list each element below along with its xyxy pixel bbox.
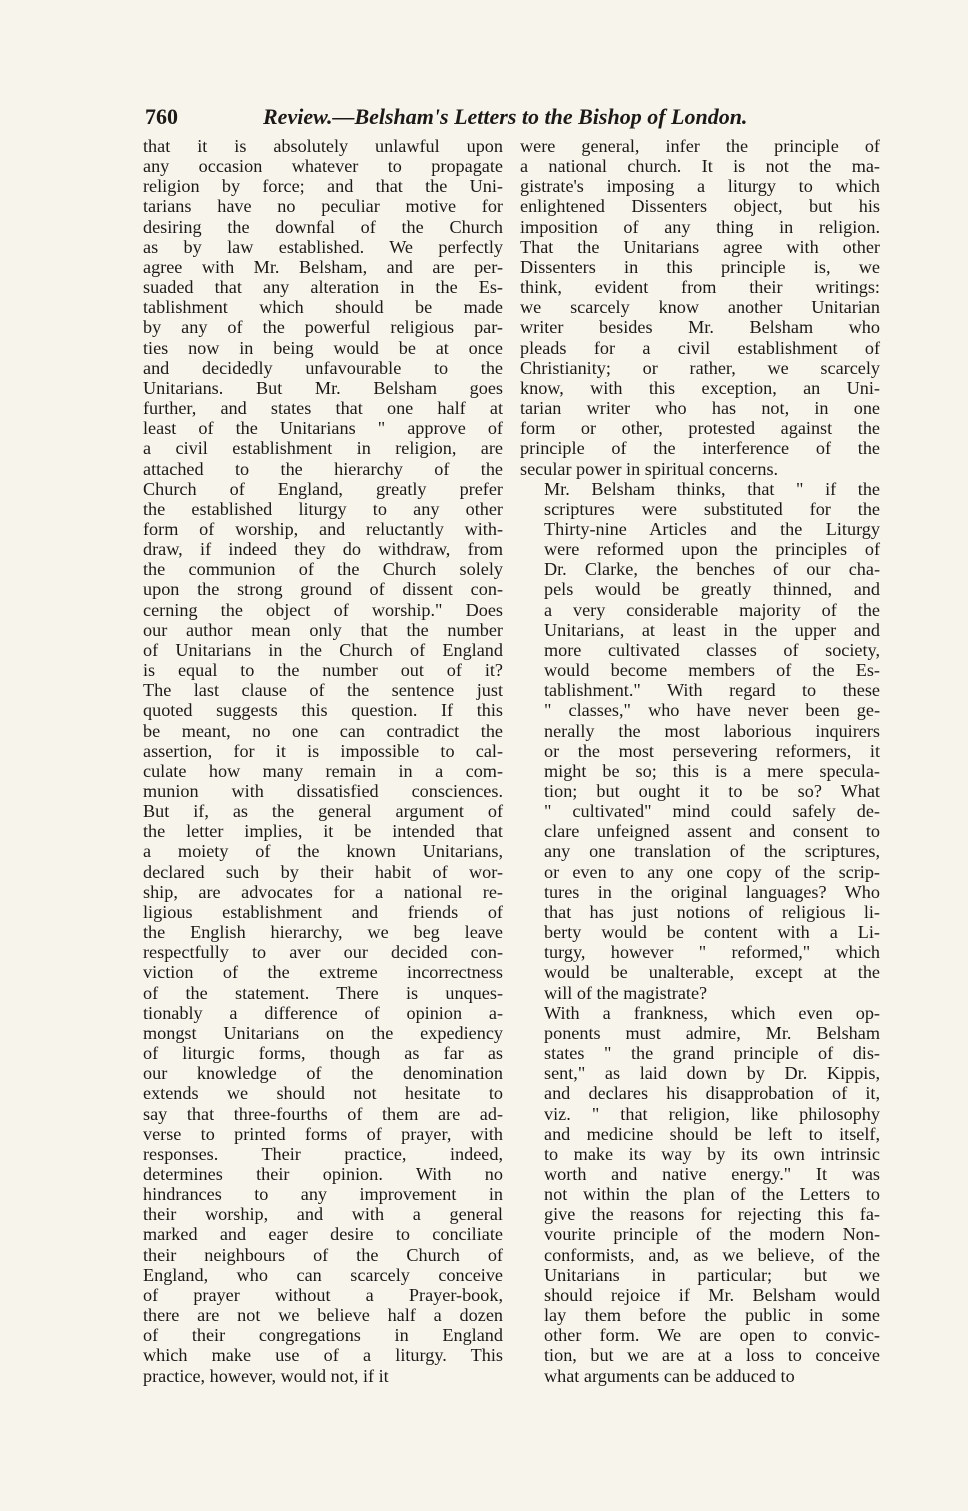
text-line: and medicine should be left to itself, <box>544 1123 880 1144</box>
text-line: Unitarians, at least in the upper and <box>544 619 880 640</box>
text-line: Dissenters in this principle is, we <box>520 256 880 277</box>
text-line: a national church. It is not the ma- <box>520 156 880 177</box>
text-line: clare unfeigned assent and consent to <box>544 821 880 842</box>
text-line: pels would be greatly thinned, and <box>544 579 880 600</box>
text-line: form of worship, and reluctantly with- <box>143 518 503 539</box>
text-line: tarians have no peculiar motive for <box>143 196 503 217</box>
text-line: suaded that any alteration in the Es- <box>143 277 503 298</box>
text-line: tablishment." With regard to these <box>544 680 880 701</box>
text-line: The last clause of the sentence just <box>143 680 503 701</box>
running-head <box>145 102 880 132</box>
text-line: declared such by their habit of wor- <box>143 861 503 882</box>
text-line: any occasion whatever to propagate <box>143 156 503 177</box>
text-line: marked and eager desire to conciliate <box>143 1224 503 1245</box>
text-line: say that three-fourths of them are ad- <box>143 1103 503 1124</box>
text-line: tionably a difference of opinion a- <box>143 1002 503 1023</box>
text-line: worth and native energy." It was <box>544 1163 880 1184</box>
text-line: the letter implies, it be intended that <box>143 821 503 842</box>
text-line: and declares his disapprobation of it, <box>544 1083 880 1104</box>
text-line: ponents must admire, Mr. Belsham <box>544 1022 880 1043</box>
text-line: of liturgic forms, though as far as <box>143 1043 503 1064</box>
text-line: enlightened Dissenters object, but his <box>520 196 880 217</box>
text-line: tures in the original languages? Who <box>544 881 880 902</box>
text-line: nerally the most laborious inquirers <box>544 720 880 741</box>
text-line: religion by force; and that the Uni- <box>143 176 503 197</box>
text-line: verse to printed forms of prayer, with <box>143 1123 503 1144</box>
text-line: by any of the powerful religious par- <box>143 317 503 338</box>
text-line: there are not we believe half a dozen <box>143 1305 503 1326</box>
text-line: imposition of any thing in religion. <box>520 216 880 237</box>
text-line: think, evident from their writings: <box>520 277 880 298</box>
right-column-paragraph <box>520 479 880 1003</box>
text-line: secular power in spiritual concerns. <box>520 458 779 479</box>
text-line: more cultivated classes of society, <box>544 639 880 660</box>
text-line: might be so; this is a mere specula- <box>544 760 880 781</box>
text-line: quoted suggests this question. If this <box>143 700 503 721</box>
text-line: munion with dissatisfied consciences. <box>143 781 503 801</box>
right-column-paragraph <box>520 136 880 479</box>
text-line: lay them before the public in some <box>544 1305 880 1326</box>
text-line: be meant, no one can contradict the <box>143 720 503 741</box>
text-line: England, who can scarcely conceive <box>143 1264 503 1285</box>
text-line: tion, but we are at a loss to conceive <box>544 1345 880 1366</box>
text-line: principle of the interference of the <box>520 438 880 459</box>
text-line: or even to any one copy of the scrip- <box>544 861 880 882</box>
text-line: With a frankness, which even op- <box>544 1002 880 1023</box>
right-column <box>520 136 880 1386</box>
text-line: is equal to the number out of it? <box>143 660 503 681</box>
text-line: berty would be content with a Li- <box>544 922 880 943</box>
text-line: scriptures were substituted for the <box>544 498 880 519</box>
text-line: a civil establishment in religion, are <box>143 438 503 459</box>
text-line: extends we should not hesitate to <box>143 1083 503 1104</box>
left-column <box>143 136 503 1386</box>
text-line: as by law established. We perfectly <box>143 236 503 257</box>
text-line: conformists, and, as we believe, of the <box>544 1244 880 1265</box>
text-line: ligious establishment and friends of <box>143 901 503 922</box>
text-line: cerning the object of worship." Does <box>143 599 503 620</box>
text-line: responses. Their practice, indeed, <box>143 1143 503 1164</box>
text-line: viction of the extreme incorrectness <box>143 962 503 983</box>
text-line: states " the grand principle of dis- <box>544 1043 880 1064</box>
text-line: of the statement. There is unques- <box>143 982 503 1003</box>
text-line: the established liturgy to any other <box>143 498 503 519</box>
text-line: That the Unitarians agree with other <box>520 236 880 257</box>
left-column-paragraph <box>143 136 503 1386</box>
text-line: of prayer without a Prayer-book, <box>143 1284 503 1305</box>
text-line: were reformed upon the principles of <box>544 539 880 560</box>
text-line: to make its way by its own intrinsic <box>544 1143 880 1164</box>
text-line: least of the Unitarians " approve of <box>143 418 503 439</box>
text-line: viz. " that religion, like philosophy <box>544 1103 880 1124</box>
text-line: draw, if indeed they do withdraw, from <box>143 539 503 560</box>
text-line: But if, as the general argument of <box>143 801 503 822</box>
page-number: 760 <box>145 104 178 129</box>
text-line: further, and states that one half at <box>143 398 503 419</box>
text-line: vourite principle of the modern Non- <box>544 1224 880 1245</box>
text-line: agree with Mr. Belsham, and are per- <box>143 256 503 277</box>
text-line: that has just notions of religious li- <box>544 901 880 922</box>
text-line: the communion of the Church solely <box>143 559 503 580</box>
text-line: their worship, and with a general <box>143 1204 503 1225</box>
text-line: assertion, for it is impossible to cal- <box>143 740 503 761</box>
text-line: Thirty-nine Articles and the Liturgy <box>544 518 880 539</box>
text-line: the English hierarchy, we beg leave <box>143 922 503 943</box>
text-line: any one translation of the scriptures, <box>544 841 880 862</box>
text-line: or the most persevering reformers, it <box>544 740 880 761</box>
text-line: Church of England, greatly prefer <box>143 478 503 499</box>
text-line: tarian writer who has not, in one <box>520 398 880 419</box>
text-line: what arguments can be adduced to <box>544 1365 795 1386</box>
text-line: " cultivated" mind could safely de- <box>544 801 880 822</box>
text-line: their neighbours of the Church of <box>143 1244 503 1265</box>
text-line: ship, are advocates for a national re- <box>143 881 503 902</box>
text-line: culate how many remain in a com- <box>143 760 503 781</box>
text-line: gistrate's imposing a liturgy to which <box>520 176 880 197</box>
text-line: practice, however, would not, if it <box>143 1365 389 1386</box>
text-line: will of the magistrate? <box>544 982 708 1003</box>
right-column-paragraph <box>520 1003 880 1386</box>
text-line: would be unalterable, except at the <box>544 962 880 983</box>
text-line: Christianity; or rather, we scarcely <box>520 357 880 378</box>
text-line: a moiety of the known Unitarians, <box>143 841 503 862</box>
text-line: Dr. Clarke, the benches of our cha- <box>544 559 880 580</box>
text-line: upon the strong ground of dissent con- <box>143 579 503 600</box>
text-line: that it is absolutely unlawful upon <box>143 136 503 156</box>
text-line: mongst Unitarians on the expediency <box>143 1022 503 1043</box>
text-line: know, with this exception, an Uni- <box>520 377 880 398</box>
text-line: sent," as laid down by Dr. Kippis, <box>544 1063 880 1084</box>
text-line: Mr. Belsham thinks, that " if the <box>544 478 880 499</box>
text-line: our author mean only that the number <box>143 619 503 640</box>
text-line: determines their opinion. With no <box>143 1163 503 1184</box>
text-line: would become members of the Es- <box>544 660 880 681</box>
text-line: tablishment which should be made <box>143 297 503 318</box>
text-line: respectfully to aver our decided con- <box>143 942 503 963</box>
text-line: attached to the hierarchy of the <box>143 458 503 479</box>
text-line: tion; but ought it to be so? What <box>544 781 880 801</box>
text-line: turgy, however " reformed," which <box>544 942 880 963</box>
text-line: our knowledge of the denomination <box>143 1063 503 1084</box>
text-line: of Unitarians in the Church of England <box>143 639 503 660</box>
text-line: desiring the downfal of the Church <box>143 216 503 237</box>
text-line: not within the plan of the Letters to <box>544 1184 880 1205</box>
text-line: were general, infer the principle of <box>520 136 880 156</box>
text-line: writer besides Mr. Belsham who <box>520 317 880 338</box>
text-line: of their congregations in England <box>143 1325 503 1346</box>
text-line: Unitarians in particular; but we <box>544 1264 880 1285</box>
text-line: a very considerable majority of the <box>544 599 880 620</box>
text-line: other form. We are open to convic- <box>544 1325 880 1346</box>
text-line: pleads for a civil establishment of <box>520 337 880 358</box>
text-line: and decidedly unfavourable to the <box>143 357 503 378</box>
text-line: ties now in being would be at once <box>143 337 503 358</box>
text-line: which make use of a liturgy. This <box>143 1345 503 1366</box>
text-line: should rejoice if Mr. Belsham would <box>544 1284 880 1305</box>
text-line: give the reasons for rejecting this fa- <box>544 1204 880 1225</box>
text-line: " classes," who have never been ge- <box>544 700 880 721</box>
text-line: hindrances to any improvement in <box>143 1184 503 1205</box>
text-line: form or other, protested against the <box>520 418 880 439</box>
running-title: Review.—Belsham's Letters to the Bishop of London. <box>263 104 748 129</box>
text-line: we scarcely know another Unitarian <box>520 297 880 318</box>
text-line: Unitarians. But Mr. Belsham goes <box>143 377 503 398</box>
